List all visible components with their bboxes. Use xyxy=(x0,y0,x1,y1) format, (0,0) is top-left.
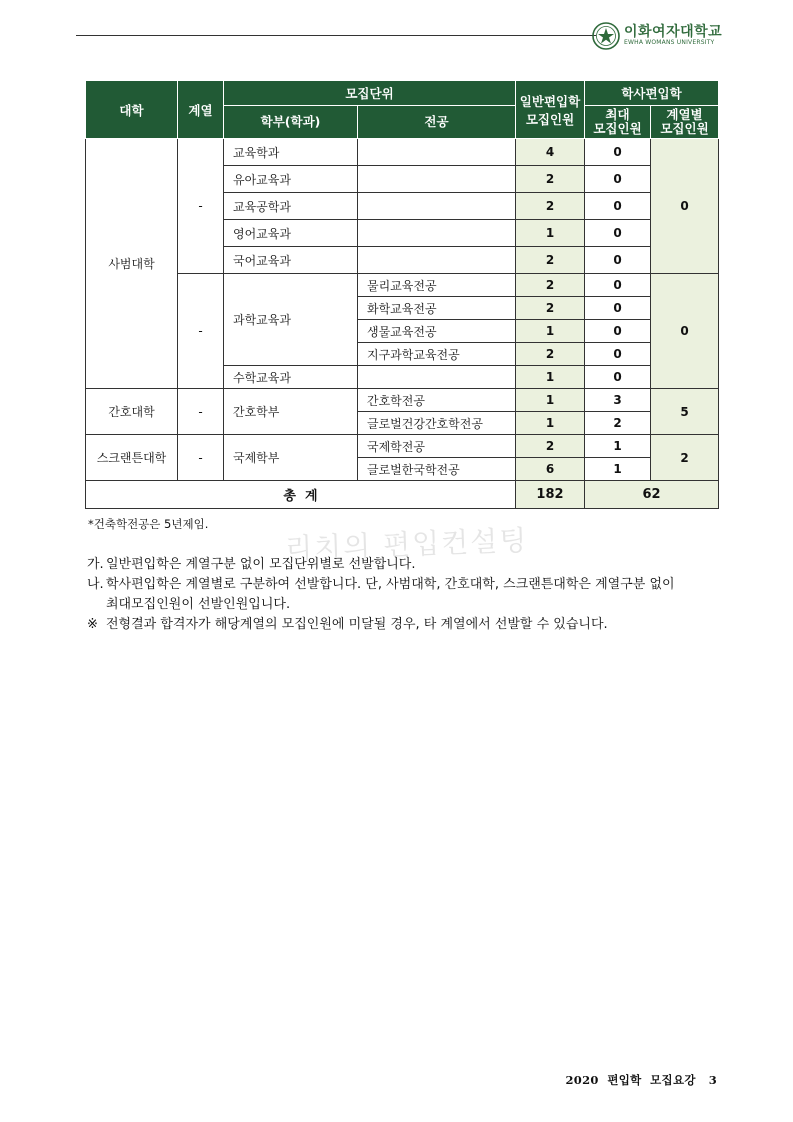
general-count: 4 xyxy=(516,139,585,166)
max-count: 1 xyxy=(585,435,651,458)
header-college: 대학 xyxy=(86,81,178,139)
dept-cell: 영어교육과 xyxy=(224,220,358,247)
byseries-count: 2 xyxy=(651,435,719,481)
total-label: 총 계 xyxy=(86,481,516,509)
general-count: 2 xyxy=(516,435,585,458)
header-bachelor-group: 학사편입학 xyxy=(585,81,719,106)
dept-cell: 유아교육과 xyxy=(224,166,358,193)
major-cell: 국제학전공 xyxy=(358,435,516,458)
byseries-count: 5 xyxy=(651,389,719,435)
general-count: 2 xyxy=(516,297,585,320)
major-cell xyxy=(358,247,516,274)
dept-cell: 교육학과 xyxy=(224,139,358,166)
header-byseries-line1: 계열별 xyxy=(666,107,703,122)
college-cell: 사범대학 xyxy=(86,139,178,389)
max-count: 3 xyxy=(585,389,651,412)
header-series: 계열 xyxy=(178,81,224,139)
max-count: 0 xyxy=(585,247,651,274)
header-department: 학부(학과) xyxy=(224,106,358,139)
notes-list xyxy=(87,555,723,635)
table-row xyxy=(86,274,719,297)
max-count: 0 xyxy=(585,274,651,297)
note-text: 학사편입학은 계열별로 구분하여 선발합니다. 단, 사범대학, 간호대학, 스크랜튼대학은 계열구분 없이 xyxy=(106,577,675,592)
header-byseries xyxy=(651,106,719,139)
footnote: *건축학전공은 5년제임. xyxy=(88,517,209,531)
university-name-ko: 이화여자대학교 xyxy=(624,24,723,40)
series-cell: - xyxy=(178,274,224,389)
max-count: 0 xyxy=(585,320,651,343)
header-general-line2: 모집인원 xyxy=(525,111,575,127)
page-footer: 2020 편입학 모집요강 3 xyxy=(565,1073,717,1087)
major-cell xyxy=(358,166,516,193)
max-count: 0 xyxy=(585,166,651,193)
general-count: 2 xyxy=(516,166,585,193)
note-item xyxy=(87,555,723,575)
max-count: 2 xyxy=(585,412,651,435)
total-general: 182 xyxy=(516,481,585,509)
byseries-count: 0 xyxy=(651,274,719,389)
total-bachelor: 62 xyxy=(585,481,719,509)
max-count: 1 xyxy=(585,458,651,481)
recruitment-table xyxy=(85,80,719,509)
series-cell: - xyxy=(178,139,224,274)
major-cell xyxy=(358,193,516,220)
note-text: 일반편입학은 계열구분 없이 모집단위별로 선발합니다. xyxy=(106,557,416,572)
header-general-line1: 일반편입학 xyxy=(519,93,581,109)
max-count: 0 xyxy=(585,343,651,366)
general-count: 2 xyxy=(516,247,585,274)
note-item xyxy=(87,575,723,595)
note-continuation: 최대모집인원이 선발인원입니다. xyxy=(106,597,291,612)
general-count: 2 xyxy=(516,193,585,220)
note-text: 전형결과 합격자가 해당계열의 모집인원에 미달될 경우, 타 계열에서 선발할 수 있습니다. xyxy=(106,617,608,632)
university-name-en: EWHA WOMANS UNIVERSITY xyxy=(624,39,715,46)
major-cell xyxy=(358,220,516,247)
note-marker: 가. xyxy=(87,557,104,572)
watermark: 리치의 편입컨설팅 xyxy=(284,523,529,566)
college-cell: 간호대학 xyxy=(86,389,178,435)
header-general xyxy=(516,81,585,139)
series-cell: - xyxy=(178,435,224,481)
series-cell: - xyxy=(178,389,224,435)
college-cell: 스크랜튼대학 xyxy=(86,435,178,481)
max-count: 0 xyxy=(585,193,651,220)
general-count: 6 xyxy=(516,458,585,481)
major-cell: 물리교육전공 xyxy=(358,274,516,297)
header-unit-group: 모집단위 xyxy=(224,81,516,106)
dept-cell: 국어교육과 xyxy=(224,247,358,274)
header-max-line1: 최대 xyxy=(605,107,630,122)
dept-cell: 수학교육과 xyxy=(224,366,358,389)
dept-cell: 국제학부 xyxy=(224,435,358,481)
major-cell: 생물교육전공 xyxy=(358,320,516,343)
dept-cell: 간호학부 xyxy=(224,389,358,435)
general-count: 1 xyxy=(516,320,585,343)
major-cell: 글로벌건강간호학전공 xyxy=(358,412,516,435)
general-count: 1 xyxy=(516,389,585,412)
table-row xyxy=(86,435,719,458)
max-count: 0 xyxy=(585,297,651,320)
major-cell: 간호학전공 xyxy=(358,389,516,412)
major-cell xyxy=(358,366,516,389)
major-cell: 화학교육전공 xyxy=(358,297,516,320)
header-max xyxy=(585,106,651,139)
major-cell: 글로벌한국학전공 xyxy=(358,458,516,481)
max-count: 0 xyxy=(585,220,651,247)
general-count: 1 xyxy=(516,220,585,247)
note-marker: 나. xyxy=(87,577,104,592)
general-count: 2 xyxy=(516,343,585,366)
dept-cell: 교육공학과 xyxy=(224,193,358,220)
header-rule xyxy=(76,35,596,36)
max-count: 0 xyxy=(585,366,651,389)
header-max-line2: 모집인원 xyxy=(593,121,642,136)
general-count: 1 xyxy=(516,412,585,435)
total-row xyxy=(86,481,719,509)
header-byseries-line2: 모집인원 xyxy=(660,121,709,136)
table-row xyxy=(86,139,719,166)
major-cell: 지구과학교육전공 xyxy=(358,343,516,366)
note-item xyxy=(87,615,723,635)
note-marker: ※ xyxy=(87,617,98,632)
general-count: 2 xyxy=(516,274,585,297)
header-major: 전공 xyxy=(358,106,516,139)
general-count: 1 xyxy=(516,366,585,389)
table-row xyxy=(86,389,719,412)
major-cell xyxy=(358,139,516,166)
ewha-emblem-icon xyxy=(592,22,620,50)
dept-cell: 과학교육과 xyxy=(224,274,358,366)
byseries-count: 0 xyxy=(651,139,719,274)
max-count: 0 xyxy=(585,139,651,166)
